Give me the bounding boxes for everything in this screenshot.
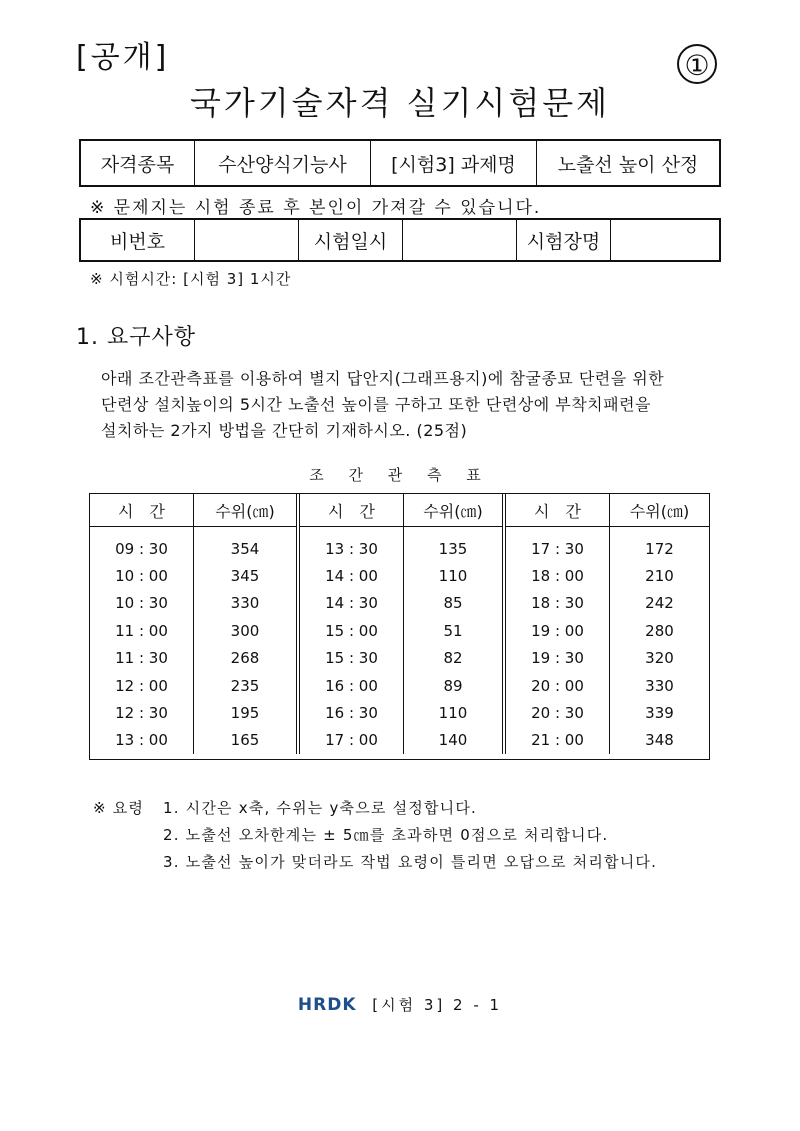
task-value: 노출선 높이 산정: [537, 140, 721, 186]
header-level: 수위(㎝): [610, 494, 710, 527]
tide-time-cell: 12 : 30: [115, 704, 168, 723]
tide-table-title: 조 간 관 측 표: [309, 466, 491, 484]
hrdk-logo: HRDK: [297, 995, 357, 1015]
tide-level-cell: 89: [404, 672, 505, 699]
tide-time-cell: 17 : 30: [504, 527, 610, 563]
tide-time-cell: 20 : 30: [504, 699, 610, 726]
date-value[interactable]: [403, 219, 517, 261]
tide-level-cell: 280: [610, 617, 710, 644]
tide-level-cell: 172: [610, 527, 710, 563]
exam-info-table: [79, 218, 721, 262]
tide-level-cell: 330: [610, 672, 710, 699]
task-label: [시험3] 과제명: [371, 140, 537, 186]
document-title: 국가기술자격 실기시험문제: [189, 84, 611, 122]
note-item: 2. 노출선 오차한계는 ± 5㎝를 초과하면 0점으로 처리합니다.: [163, 826, 609, 844]
tide-observation-table: [89, 493, 710, 760]
tide-time-cell: 19 : 00: [504, 617, 610, 644]
exam-time-notice: ※ 시험시간: [시험 3] 1시간: [90, 270, 292, 288]
requirements-line: 단련상 설치높이의 5시간 노출선 높이를 구하고 또한 단련상에 부착치패련을: [101, 395, 652, 414]
tide-level-cell: 51: [404, 617, 505, 644]
tide-level-cell: 110: [404, 562, 505, 589]
tide-row: [90, 617, 709, 644]
notes: [93, 795, 657, 876]
tide-time-cell: 13 : 00: [115, 731, 168, 750]
requirements-text: [101, 366, 741, 444]
tide-row: [90, 727, 709, 754]
id-label: 비번호: [80, 219, 195, 261]
tide-time-cell: 10 : 00: [115, 567, 168, 586]
tide-time-cell: 21 : 00: [504, 727, 610, 754]
header-level: 수위(㎝): [404, 494, 505, 527]
tide-row: [90, 527, 709, 563]
tide-level-cell: 82: [404, 645, 505, 672]
tide-row: [90, 672, 709, 699]
category-value: 수산양식기능사: [195, 140, 371, 186]
problem-number-badge: ①: [677, 44, 717, 84]
tide-row: [90, 645, 709, 672]
section-title: 1. 요구사항: [76, 325, 196, 350]
tide-time-cell: 15 : 30: [298, 645, 404, 672]
tide-time-cell: 14 : 30: [298, 590, 404, 617]
tide-level-cell: 345: [194, 562, 299, 589]
note-item: 3. 노출선 높이가 맞더라도 작법 요령이 틀리면 오답으로 처리합니다.: [163, 853, 658, 871]
tide-time-cell: 12 : 00: [115, 676, 168, 695]
tide-time-cell: 11 : 30: [115, 649, 168, 668]
page-number: [시험 3] 2 - 1: [372, 996, 503, 1014]
tide-level-cell: 354: [194, 527, 299, 563]
date-label: 시험일시: [299, 219, 403, 261]
place-label: 시험장명: [517, 219, 611, 261]
tide-level-cell: 235: [194, 672, 299, 699]
tide-level-cell: 242: [610, 590, 710, 617]
tide-level-cell: 165: [194, 727, 299, 754]
tide-time-cell: 11 : 00: [115, 621, 168, 640]
id-value[interactable]: [195, 219, 299, 261]
tide-time-cell: 18 : 00: [504, 562, 610, 589]
notes-lead: ※ 요령: [93, 799, 145, 817]
qualification-info-table: [79, 139, 721, 187]
tide-time-cell: 18 : 30: [504, 590, 610, 617]
tide-time-cell: 16 : 30: [298, 699, 404, 726]
tide-level-cell: 135: [404, 527, 505, 563]
tide-time-cell: 14 : 00: [298, 562, 404, 589]
tide-time-cell: 10 : 30: [115, 594, 168, 613]
header-level: 수위(㎝): [194, 494, 299, 527]
tide-level-cell: 300: [194, 617, 299, 644]
requirements-line: 아래 조간관측표를 이용하여 별지 답안지(그래프용지)에 참굴종묘 단련을 위한: [101, 369, 665, 388]
header-time: 시 간: [90, 494, 194, 527]
public-label: [공개]: [76, 40, 170, 75]
tide-time-cell: 15 : 00: [298, 617, 404, 644]
tide-level-cell: 195: [194, 699, 299, 726]
take-home-notice: ※ 문제지는 시험 종료 후 본인이 가져갈 수 있습니다.: [90, 198, 542, 218]
tide-level-cell: 268: [194, 645, 299, 672]
requirements-line: 설치하는 2가지 방법을 간단히 기재하시오. (25점): [101, 421, 468, 440]
tide-level-cell: 320: [610, 645, 710, 672]
tide-level-cell: 339: [610, 699, 710, 726]
tide-level-cell: 348: [610, 727, 710, 754]
note-item: 1. 시간은 x축, 수위는 y축으로 설정합니다.: [163, 799, 477, 817]
footer: [0, 994, 800, 1015]
tide-level-cell: 110: [404, 699, 505, 726]
header-time: 시 간: [504, 494, 610, 527]
tide-time-cell: 13 : 30: [298, 527, 404, 563]
place-value[interactable]: [611, 219, 721, 261]
tide-time-cell: 09 : 30: [115, 539, 168, 558]
tide-level-cell: 85: [404, 590, 505, 617]
tide-time-cell: 17 : 00: [298, 727, 404, 754]
tide-row: [90, 590, 709, 617]
tide-level-cell: 210: [610, 562, 710, 589]
category-label: 자격종목: [80, 140, 195, 186]
tide-row: [90, 562, 709, 589]
tide-row: [90, 699, 709, 726]
tide-time-cell: 16 : 00: [298, 672, 404, 699]
tide-level-cell: 140: [404, 727, 505, 754]
header-time: 시 간: [298, 494, 404, 527]
tide-time-cell: 19 : 30: [504, 645, 610, 672]
tide-level-cell: 330: [194, 590, 299, 617]
tide-time-cell: 20 : 00: [504, 672, 610, 699]
